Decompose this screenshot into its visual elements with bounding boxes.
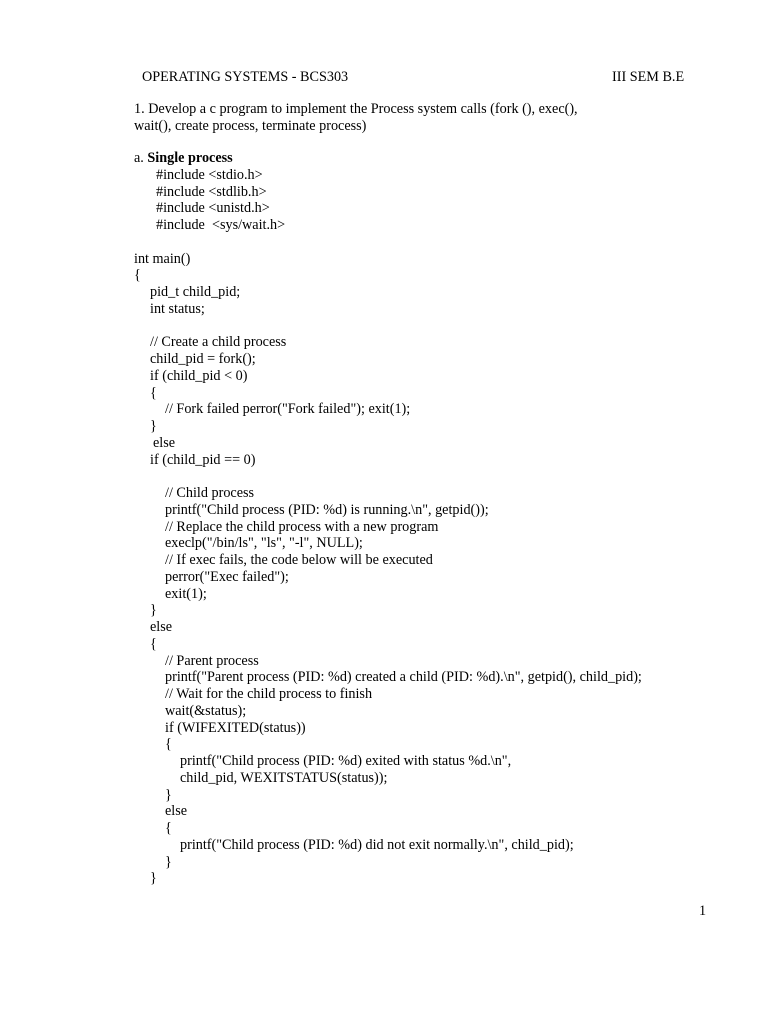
code-line: // Create a child process — [150, 334, 287, 351]
code-line: if (child_pid < 0) — [150, 367, 248, 384]
code-line: { — [165, 820, 172, 836]
page-number: 1 — [699, 903, 707, 919]
question-text — [134, 101, 694, 135]
code-line: int main() — [134, 250, 191, 267]
blank-line — [134, 318, 642, 335]
code-line: // Parent process — [165, 652, 259, 669]
question-line: wait(), create process, terminate process) — [134, 118, 367, 134]
code-line: else — [150, 619, 173, 635]
code-line: { — [165, 736, 172, 753]
code-line: #include <sys/wait.h> — [156, 217, 286, 233]
question-line: 1. Develop a c program to implement the Process system calls (fork (), exec(), — [134, 101, 578, 117]
code-line: // Child process — [165, 485, 255, 501]
course-title: OPERATING SYSTEMS - BCS303 — [142, 69, 349, 85]
blank-line — [134, 468, 642, 485]
code-line: if (WIFEXITED(status)) — [165, 719, 306, 736]
section-title: Single process — [147, 150, 233, 166]
code-line: } — [150, 602, 157, 619]
code-line: } — [150, 418, 157, 434]
code-line: else — [153, 434, 176, 451]
code-line: else — [165, 803, 188, 820]
code-line: // Fork failed perror("Fork failed"); exit(1); — [165, 401, 411, 418]
code-line: } — [150, 870, 157, 887]
code-line: perror("Exec failed"); — [165, 568, 289, 585]
code-line: { — [150, 384, 157, 401]
code-line: execlp("/bin/ls", "ls", "-l", NULL); — [165, 535, 363, 552]
blank-line — [134, 234, 642, 251]
code-line: printf("Child process (PID: %d) is running.\n", getpid()); — [165, 501, 489, 518]
code-line: pid_t child_pid; — [150, 284, 241, 300]
code-line: } — [165, 786, 172, 803]
section-marker: a. — [134, 150, 148, 166]
code-line: wait(&status); — [165, 702, 247, 719]
code-line: { — [150, 635, 157, 652]
code-line: int status; — [150, 300, 205, 317]
code-line: child_pid, WEXITSTATUS(status)); — [180, 769, 388, 786]
section-heading — [134, 150, 642, 167]
code-line: { — [134, 267, 141, 284]
code-line: #include <stdlib.h> — [156, 183, 267, 200]
code-line: child_pid = fork(); — [150, 351, 256, 367]
code-line: #include <unistd.h> — [156, 200, 270, 217]
code-line: printf("Parent process (PID: %d) created a child (PID: %d).\n", getpid(), child_pid); — [165, 669, 642, 686]
code-line: // Replace the child process with a new program — [165, 518, 439, 535]
code-line: // Wait for the child process to finish — [165, 686, 373, 702]
code-line: if (child_pid == 0) — [150, 451, 256, 468]
code-listing — [134, 150, 642, 887]
code-line: printf("Child process (PID: %d) exited with status %d.\n", — [180, 753, 512, 769]
code-line: } — [165, 853, 172, 870]
code-line: printf("Child process (PID: %d) did not exit normally.\n", child_pid); — [180, 836, 574, 853]
code-line: exit(1); — [165, 585, 207, 602]
semester-label: III SEM B.E — [612, 69, 685, 85]
code-line: // If exec fails, the code below will be executed — [165, 552, 433, 568]
code-line: #include <stdio.h> — [156, 166, 263, 183]
